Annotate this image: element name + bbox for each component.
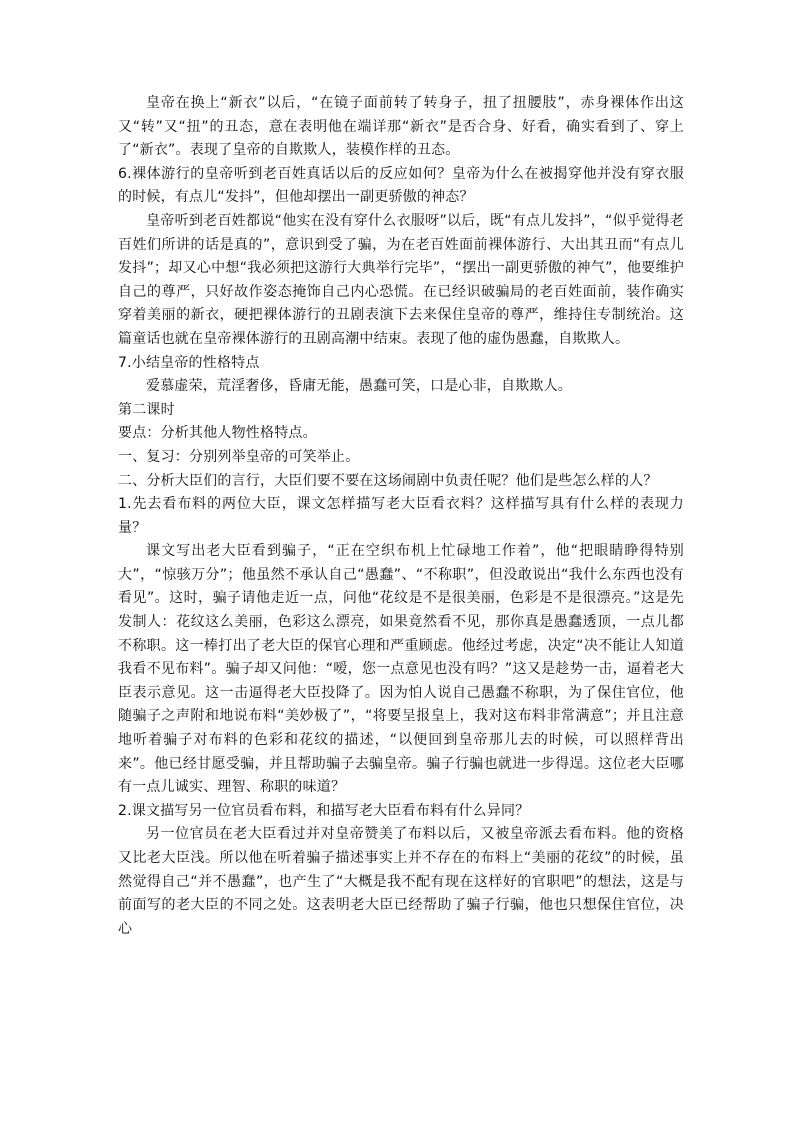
lesson-two-heading: 第二课时 (118, 401, 175, 418)
summary-traits: 爱慕虚荣，荒淫奢侈，昏庸无能，愚蠢可笑，口是心非，自欺欺人。 (146, 378, 572, 395)
heading-7-summary: 7.小结皇帝的性格特点 (118, 354, 260, 371)
question-1: 1.先去看布料的两位大臣，课文怎样描写老大臣看衣料？这样描写具有什么样的表现力量？ (118, 496, 684, 536)
answer-6: 皇帝听到老百姓都说“他实在没有穿什么衣服呀”以后，既“有点儿发抖”，“似乎觉得老百姓们所讲的话是真的”，意识到受了骗，为在老百姓面前裸体游行、大出其丑而“有点儿发抖”；却又心中想“我必须把这游行大典举行完毕”，“摆出一副更骄傲的神气”，他要维护自己的尊严，只好故作姿态掩饰自己内心恐慌。在已经识破骗局的老百姓面前，装作确实穿着美丽的新衣，硬把裸体游行的丑剧表演下去来保住皇帝的尊严，维持住专制统治。这篇童话也就在皇帝裸体游行的丑剧高潮中结束。表现了他的虚伪愚蠢，自欺欺人。 (118, 212, 684, 347)
question-2: 2.课文描写另一位官员看布料，和描写老大臣看布料有什么异同？ (118, 802, 530, 819)
analysis-section: 二、分析大臣们的言行，大臣们要不要在这场闹剧中负责任呢？他们是些怎么样的人？ (118, 472, 658, 489)
answer-1: 课文写出老大臣看到骗子，“正在空织布机上忙碌地工作着”，他“把眼睛睁得特别大”，“惊骇万分”；他虽然不承认自己“愚蠢”、“不称职”，但没敢说出“我什么东西也没有看见”。这时，骗子请他走近一点，问他“花纹是不是很美丽，色彩是不是很漂亮。”这是先发制人：花纹这么美丽，色彩这么漂亮，如果竟然看不见，那你真是愚蠢透顶，一点儿都不称职。这一棒打出了老大臣的保官心理和严重顾虑。他经过考虑，决定“决不能让人知道我看不见布料”。骗子却又问他：“嗳，您一点意见也没有吗？”这又是趁势一击，逼着老大臣表示意见。这一击逼得老大臣投降了。因为怕人说自己愚蠢不称职，为了保住官位，他随骗子之声附和地说布料“美妙极了”，“将要呈报皇上，我对这布料非常满意”；并且注意地听着骗子对布料的色彩和花纹的描述，“以便回到皇帝那儿去的时候，可以照样背出来”。他已经甘愿受骗，并且帮助骗子去骗皇帝。骗子行骗也就进一步得逞。这位老大臣哪有一点儿诚实、理智、称职的味道？ (118, 543, 684, 796)
lesson-two-keypoints: 要点：分析其他人物性格特点。 (118, 425, 317, 442)
document-page (118, 92, 684, 941)
question-6: 6.裸体游行的皇帝听到老百姓真话以后的反应如何？皇帝为什么在被揭穿他并没有穿衣服的时候，有点儿“发抖”，但他却摆出一副更骄傲的神态？ (118, 165, 684, 206)
answer-2: 另一位官员在老大臣看过并对皇帝赞美了布料以后，又被皇帝派去看布料。他的资格又比老大臣浅。所以他在听着骗子描述事实上并不存在的布料上“美丽的花纹”的时候，虽然觉得自己“并不愚蠢”，也产生了“大概是我不配有现在这样好的官职吧”的想法，这是与前面写的老大臣的不同之处。这表明老大臣已经帮助了骗子行骗，他也只想保住官位，决心 (118, 826, 684, 937)
review-section: 一、复习：分别列举皇帝的可笑举止。 (118, 448, 360, 465)
paragraph-emperor-mirror: 皇帝在换上“新衣”以后，“在镜子面前转了转身子，扭了扭腰肢”，赤身裸体作出这又“转”又“扭”的丑态，意在表明他在端详那“新衣”是否合身、好看，确实看到了、穿上了“新衣”。表现了皇帝的自欺欺人，装模作样的丑态。 (118, 95, 684, 159)
